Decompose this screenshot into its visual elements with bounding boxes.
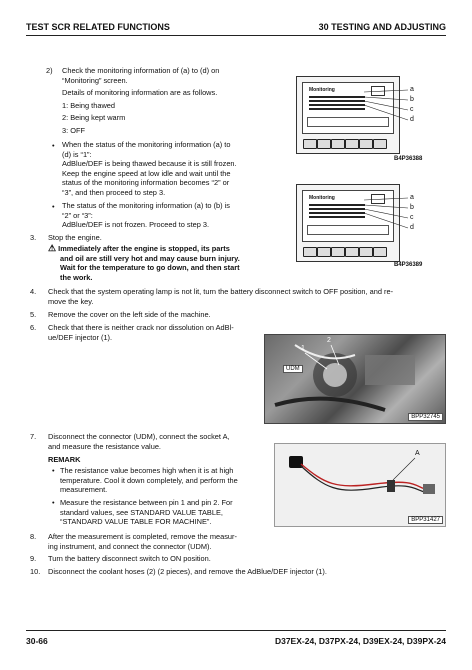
step-7-text: Disconnect the connector (UDM), connect the socket A, and measure the resistance value.	[48, 432, 230, 451]
bullet-2: •	[52, 202, 55, 211]
step-3-number: 3.	[30, 233, 37, 242]
fig3-udm-tag: UDM	[283, 365, 303, 373]
monitor-button	[303, 247, 317, 257]
socket-photo	[274, 443, 446, 527]
monitor-button	[317, 247, 331, 257]
remark-bullet-1: •	[52, 466, 55, 475]
remark-1-text: The resistance value becomes high when it is at high temperature. Cool it down completely, and perform the measurement.	[60, 466, 238, 495]
monitor-title: Monitoring	[309, 87, 335, 93]
monitor-button	[303, 139, 317, 149]
monitor-button	[331, 247, 345, 257]
remark-bullet-2: •	[52, 498, 55, 507]
remark-heading: REMARK	[48, 455, 81, 464]
fig3-label-1: 1	[301, 345, 305, 352]
label-b: b	[410, 204, 414, 211]
fig1-code: B4P36388	[394, 156, 423, 162]
bullet-1-text: When the status of the monitoring information (a) to (d) is “1”: AdBlue/DEF is being thawed because it is still frozen. Keep the engine speed at low idle and wait until the status of the monitoring information becomes “2” or “3”, and then proceed to step 3.	[62, 140, 237, 197]
footer-rule	[26, 630, 446, 631]
step-6-text: Check that there is neither crack nor dissolution on AdBl- ue/DEF injector (1).	[48, 323, 234, 342]
step-3-text: Stop the engine.	[48, 233, 102, 242]
monitor-button	[345, 247, 359, 257]
header-left: TEST SCR RELATED FUNCTIONS	[26, 22, 170, 32]
step-4-number: 4.	[30, 287, 37, 296]
photo-detail	[265, 335, 445, 423]
fig4-label-a: A	[415, 450, 420, 457]
header-right: 30 TESTING AND ADJUSTING	[318, 22, 446, 32]
step-10-text: Disconnect the coolant hoses (2) (2 pieces), and remove the AdBlue/DEF injector (1).	[48, 567, 327, 576]
fig4-code: BPP31427	[408, 516, 443, 524]
bullet-2-text: The status of the monitoring information (a) to (b) is “2” or “3”: AdBlue/DEF is not frozen. Proceed to step 3.	[62, 201, 231, 230]
injector-photo	[264, 334, 446, 424]
step-6-number: 6.	[30, 323, 37, 332]
model-list: D37EX-24, D37PX-24, D39EX-24, D39PX-24	[274, 636, 446, 646]
fig2-code: B4P36389	[394, 262, 423, 268]
label-b: b	[410, 96, 414, 103]
label-c: c	[410, 214, 414, 221]
callout-lines-2	[360, 192, 420, 252]
callout-lines-1	[360, 84, 420, 144]
label-d: d	[410, 116, 414, 123]
fig3-code: BPP32745	[408, 413, 443, 421]
step-2-number: 2)	[46, 66, 53, 75]
step-9-text: Turn the battery disconnect switch to ON position.	[48, 554, 211, 563]
step-5-number: 5.	[30, 310, 37, 319]
monitor-button	[331, 139, 345, 149]
remark-2-text: Measure the resistance between pin 1 and pin 2. For standard values, see STANDARD VALUE TABLE, “STANDARD VALUE TABLE FOR MACHINE”.	[60, 498, 233, 527]
step-3-warning: ⚠ Immediately after the engine is stopped, its parts and oil are still very hot and may cause burn injury. Wait for the temperature to go down, and then start the work.	[48, 243, 240, 282]
step-5-text: Remove the cover on the left side of the machine.	[48, 310, 211, 319]
step-2-text: Check the monitoring information of (a) to (d) on “Monitoring” screen. Details of monitoring information are as follows. 1: Being thawed 2: Being kept warm 3: OFF	[62, 66, 220, 135]
bullet-1: •	[52, 141, 55, 150]
step-8-text: After the measurement is completed, remove the measur- ing instrument, and connect the connector (UDM).	[48, 532, 237, 551]
warning-icon: ⚠	[48, 243, 57, 253]
step-7-number: 7.	[30, 432, 37, 441]
label-a: a	[410, 86, 414, 93]
monitor-title: Monitoring	[309, 195, 335, 201]
header-rule	[26, 35, 446, 36]
step-8-number: 8.	[30, 532, 37, 541]
label-a: a	[410, 194, 414, 201]
monitor-button	[317, 139, 331, 149]
label-d: d	[410, 224, 414, 231]
page-number: 30-66	[26, 636, 48, 646]
step-10-number: 10.	[30, 567, 41, 576]
monitor-button	[345, 139, 359, 149]
step-9-number: 9.	[30, 554, 37, 563]
step-4-text: Check that the system operating lamp is not lit, turn the battery disconnect switch to OFF position, and re- move the key.	[48, 287, 394, 306]
fig3-label-2: 2	[327, 337, 331, 344]
label-c: c	[410, 106, 414, 113]
